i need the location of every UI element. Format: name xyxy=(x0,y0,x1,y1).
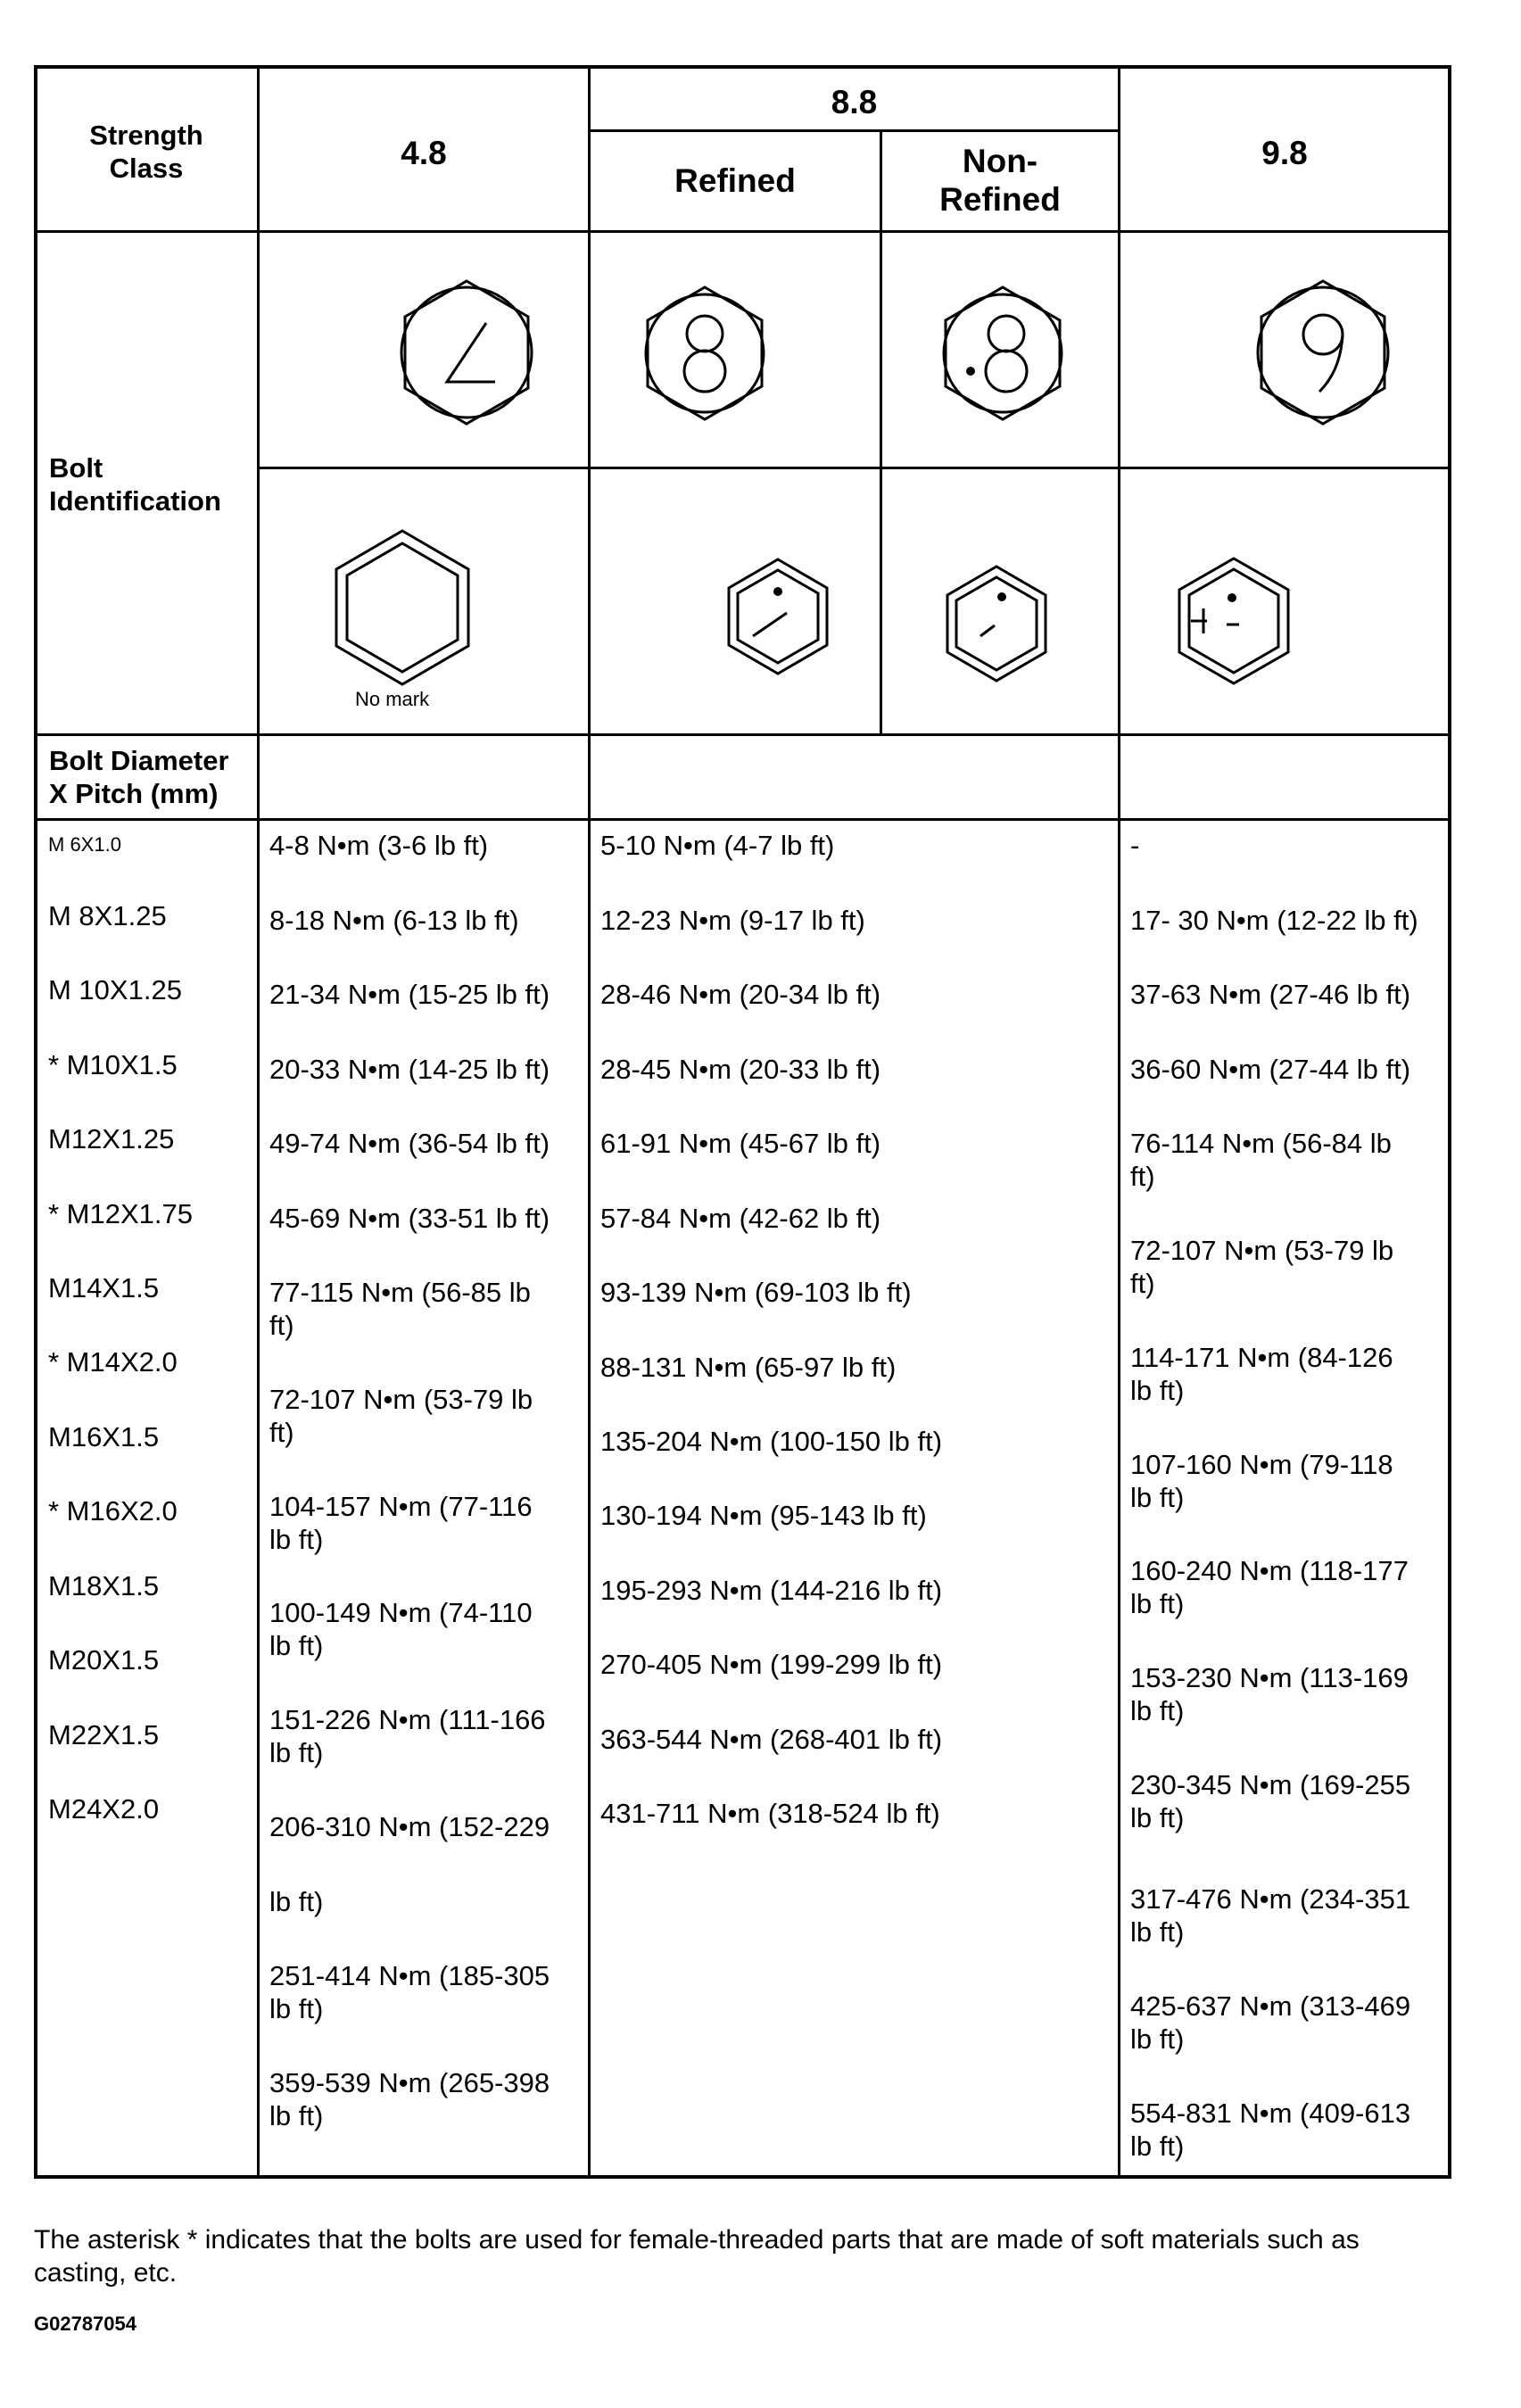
torque-48-row-3: 21-34 N•m (15-25 lb ft) xyxy=(269,979,550,1010)
class-88-header: 8.8 xyxy=(831,84,878,120)
torque-88-row-7: 93-139 N•m (69-103 lb ft) xyxy=(600,1277,912,1308)
torque-48-row-7: 77-115 N•m (56-85 lb ft) xyxy=(269,1277,531,1342)
col-line-1 xyxy=(257,65,260,2179)
torque-88-row-6: 57-84 N•m (42-62 lb ft) xyxy=(600,1203,881,1234)
footnote: The asterisk * indicates that the bolts are used for female-threaded parts that are made of soft materials such as casting, etc. xyxy=(34,2225,1360,2288)
torque-88-row-13: 363-544 N•m (268-401 lb ft) xyxy=(600,1724,943,1755)
non-refined-header: Non- Refined xyxy=(939,143,1061,218)
size-m8: M 8X1.25 xyxy=(48,900,167,931)
bolt-48-head-icon xyxy=(395,277,538,428)
figure-id: G02787054 xyxy=(34,2313,136,2335)
header-divider-88 xyxy=(590,129,1120,132)
bolt-88-refined-nut-icon xyxy=(720,554,836,679)
torque-98-row-14: 554-831 N•m (409-613 lb ft) xyxy=(1130,2098,1411,2163)
torque-98-row-13: 425-637 N•m (313-469 lb ft) xyxy=(1130,1990,1411,2056)
torque-98-row-11: 230-345 N•m (169-255 lb ft) xyxy=(1130,1769,1411,1834)
torque-48-row-12: 206-310 N•m (152-229 xyxy=(269,1811,550,1842)
torque-88-row-9: 135-204 N•m (100-150 lb ft) xyxy=(600,1426,943,1457)
torque-48-row-1: 4-8 N•m (3-6 lb ft) xyxy=(269,830,489,861)
size-m24-20: M24X2.0 xyxy=(48,1793,160,1825)
size-m16-15: M16X1.5 xyxy=(48,1421,160,1452)
torque-48-row-5: 49-74 N•m (36-54 lb ft) xyxy=(269,1128,550,1159)
size-m12-125: M12X1.25 xyxy=(48,1123,175,1154)
size-m20-15: M20X1.5 xyxy=(48,1644,160,1676)
class-48-header: 4.8 xyxy=(401,135,447,171)
torque-98-row-1: - xyxy=(1130,830,1140,861)
torque-48-row-4: 20-33 N•m (14-25 lb ft) xyxy=(269,1054,550,1085)
size-m12-175: * M12X1.75 xyxy=(48,1198,193,1229)
torque-98-row-4: 36-60 N•m (27-44 lb ft) xyxy=(1130,1054,1411,1085)
bolt-98-head-icon xyxy=(1252,277,1394,428)
size-m14-15: M14X1.5 xyxy=(48,1272,160,1303)
size-m6: M 6X1.0 xyxy=(48,833,121,856)
bolt-id-bottom-line xyxy=(34,733,1451,736)
size-m18-15: M18X1.5 xyxy=(48,1570,160,1601)
torque-48-row-13: lb ft) xyxy=(269,1886,324,1917)
torque-88-row-12: 270-405 N•m (199-299 lb ft) xyxy=(600,1649,943,1680)
torque-88-row-8: 88-131 N•m (65-97 lb ft) xyxy=(600,1352,897,1383)
torque-48-row-6: 45-69 N•m (33-51 lb ft) xyxy=(269,1203,550,1234)
torque-48-row-14: 251-414 N•m (185-305 lb ft) xyxy=(269,1960,550,2025)
size-m14-20: * M14X2.0 xyxy=(48,1346,178,1378)
bolt-88-refined-head-icon xyxy=(638,282,772,425)
torque-48-row-10: 100-149 N•m (74-110 lb ft) xyxy=(269,1597,533,1662)
size-m22-15: M22X1.5 xyxy=(48,1719,160,1750)
bolt-88-non-refined-head-icon xyxy=(936,282,1070,425)
torque-48-row-9: 104-157 N•m (77-116 lb ft) xyxy=(269,1491,533,1556)
bolt-identification-label: Bolt Identification xyxy=(49,452,221,517)
torque-98-row-5: 76-114 N•m (56-84 lb ft) xyxy=(1130,1128,1392,1193)
torque-98-row-6: 72-107 N•m (53-79 lb ft) xyxy=(1130,1235,1394,1300)
torque-98-row-8: 107-160 N•m (79-118 lb ft) xyxy=(1130,1449,1393,1514)
torque-88-row-3: 28-46 N•m (20-34 lb ft) xyxy=(600,979,881,1010)
col-line-2 xyxy=(588,65,591,2179)
bolt-98-nut-icon xyxy=(1167,554,1301,688)
bolt-diameter-label: Bolt Diameter X Pitch (mm) xyxy=(49,745,229,810)
torque-88-row-4: 28-45 N•m (20-33 lb ft) xyxy=(600,1054,881,1085)
torque-48-row-11: 151-226 N•m (111-166 lb ft) xyxy=(269,1704,546,1769)
col-line-3 xyxy=(880,129,882,733)
col-line-4 xyxy=(1118,65,1120,2179)
torque-88-row-11: 195-293 N•m (144-216 lb ft) xyxy=(600,1575,943,1606)
torque-98-row-7: 114-171 N•m (84-126 lb ft) xyxy=(1130,1342,1393,1407)
torque-98-row-3: 37-63 N•m (27-46 lb ft) xyxy=(1130,979,1411,1010)
bolt-48-nut-icon xyxy=(327,527,478,688)
torque-48-row-15: 359-539 N•m (265-398 lb ft) xyxy=(269,2067,550,2132)
torque-88-row-1: 5-10 N•m (4-7 lb ft) xyxy=(600,830,835,861)
torque-88-row-14: 431-711 N•m (318-524 lb ft) xyxy=(600,1798,940,1829)
class-98-header: 9.8 xyxy=(1261,135,1308,171)
torque-98-row-12: 317-476 N•m (234-351 lb ft) xyxy=(1130,1883,1411,1949)
torque-98-row-10: 153-230 N•m (113-169 lb ft) xyxy=(1130,1662,1409,1727)
header-bottom-line xyxy=(34,230,1451,233)
no-mark-label: No mark xyxy=(355,688,430,710)
torque-48-row-2: 8-18 N•m (6-13 lb ft) xyxy=(269,905,519,936)
diameter-row-bottom-line xyxy=(34,818,1451,821)
strength-class-header: Strength Class xyxy=(89,120,203,185)
refined-header: Refined xyxy=(674,162,796,199)
torque-98-row-9: 160-240 N•m (118-177 lb ft) xyxy=(1130,1555,1409,1620)
bolt-88-non-refined-nut-icon xyxy=(938,561,1054,686)
size-m16-20: * M16X2.0 xyxy=(48,1495,178,1527)
torque-98-row-2: 17- 30 N•m (12-22 lb ft) xyxy=(1130,905,1418,936)
torque-48-row-8: 72-107 N•m (53-79 lb ft) xyxy=(269,1384,533,1449)
torque-88-row-2: 12-23 N•m (9-17 lb ft) xyxy=(600,905,865,936)
torque-88-row-5: 61-91 N•m (45-67 lb ft) xyxy=(600,1128,881,1159)
bolt-id-mid-line xyxy=(259,467,1451,469)
size-m10-15: * M10X1.5 xyxy=(48,1049,178,1080)
size-m10-125: M 10X1.25 xyxy=(48,974,182,1005)
torque-88-row-10: 130-194 N•m (95-143 lb ft) xyxy=(600,1500,927,1531)
